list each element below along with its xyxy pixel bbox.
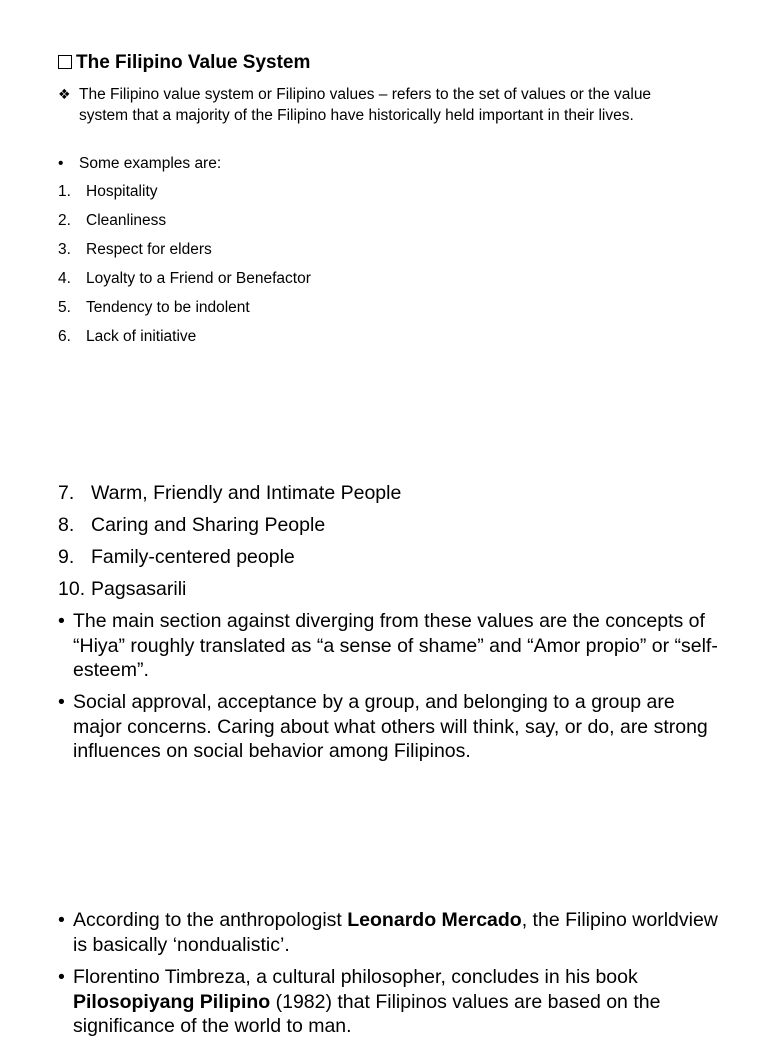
list-item-text: Warm, Friendly and Intimate People (91, 482, 402, 504)
list-item-number: 7. (58, 482, 75, 504)
list-item-text: Hospitality (86, 183, 158, 200)
hiya-paragraph (58, 609, 728, 683)
list-item-text: Tendency to be indolent (86, 299, 250, 316)
book-title: Pilosopiyang Pilipino (73, 990, 271, 1013)
list-item (58, 512, 401, 544)
list-item-number: 6. (58, 328, 71, 345)
definition-item (58, 84, 698, 126)
list-item-text: Cleanliness (86, 212, 167, 229)
bullet-dot-icon: • (58, 691, 65, 713)
mercado-text-post: , the Filipino worldview is basically ‘nondualistic’. (73, 909, 718, 956)
list-item (58, 297, 311, 326)
list-item (58, 239, 311, 268)
mercado-name: Leonardo Mercado (347, 909, 522, 931)
social-approval-paragraph (58, 690, 728, 764)
examples-list-2 (58, 480, 401, 608)
timbreza-text-pre: Florentino Timbreza, a cultural philosopher, concludes in his book (73, 966, 638, 988)
four-diamond-icon: ❖ (58, 86, 71, 102)
list-item-number: 3. (58, 241, 71, 258)
list-item-text: Family-centered people (91, 546, 295, 568)
examples-intro-text: Some examples are: (79, 155, 222, 172)
list-item-text: Respect for elders (86, 241, 212, 258)
list-item (58, 210, 311, 239)
mercado-paragraph (58, 908, 728, 957)
timbreza-text (73, 965, 728, 1039)
hiya-text: The main section against diverging from these values are the concepts of “Hiya” roughly translated as “a sense of shame” and “Amor propio” or “self-esteem”. (73, 610, 718, 681)
list-item-text: Pagsasarili (91, 578, 187, 600)
social-approval-text: Social approval, acceptance by a group, and belonging to a group are major concerns. Caring about what others will think, say, or do, are strong influences on social behavior among Filipinos. (73, 691, 708, 762)
list-item-number: 10. (58, 578, 86, 600)
examples-list-1 (58, 181, 311, 355)
definition-text: The Filipino value system or Filipino values – refers to the set of values or the value system that a majority of the Filipino have historically held important in their lives. (79, 86, 652, 124)
list-item-text: Loyalty to a Friend or Benefactor (86, 270, 311, 287)
bullet-dot-icon: • (58, 610, 65, 632)
list-item-number: 8. (58, 514, 75, 536)
timbreza-text-post: (1982) that Filipinos values are based on the significance of the world to man. (73, 990, 661, 1037)
bullet-dot-icon: • (58, 155, 64, 172)
list-item-number: 1. (58, 183, 71, 200)
section-title (58, 52, 310, 74)
list-item (58, 576, 401, 608)
mercado-text-pre: According to the anthropologist (73, 909, 348, 931)
list-item-text: Lack of initiative (86, 328, 197, 345)
bullet-dot-icon: • (58, 966, 65, 988)
list-item (58, 544, 401, 576)
list-item-number: 5. (58, 299, 71, 316)
list-item (58, 480, 401, 512)
list-item (58, 268, 311, 297)
list-item-number: 4. (58, 270, 71, 287)
section-title-text: The Filipino Value System (76, 52, 311, 73)
list-item-number: 9. (58, 546, 75, 568)
list-item-number: 2. (58, 212, 71, 229)
timbreza-paragraph (58, 965, 728, 1039)
mercado-text (73, 908, 728, 957)
list-item (58, 181, 311, 210)
list-item (58, 326, 311, 355)
bullet-dot-icon: • (58, 909, 65, 931)
list-item-text: Caring and Sharing People (91, 514, 326, 536)
checkbox-square-icon (58, 55, 72, 69)
examples-intro (58, 153, 221, 174)
